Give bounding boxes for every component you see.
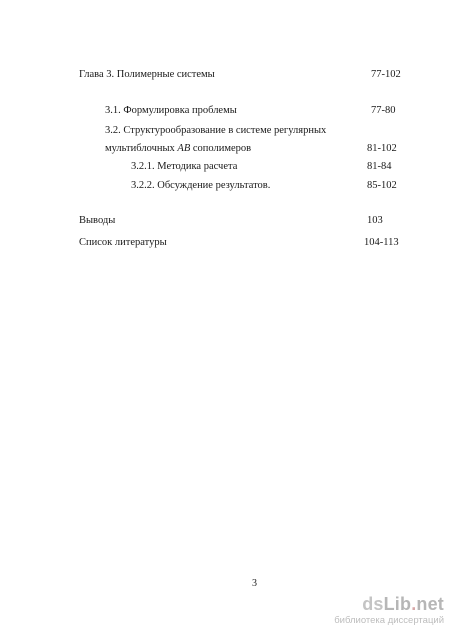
- toc-entry-3-2-title-line2: [105, 142, 251, 156]
- toc-entry-chapter3-pages: 77-102: [371, 69, 401, 80]
- toc-entry-3-1-title: 3.1. Формулировка проблемы: [105, 105, 237, 116]
- toc-entry-3-2-1-pages: 81-84: [367, 161, 392, 172]
- toc-entry-references-title: Список литературы: [79, 237, 167, 248]
- toc-entry-3-2-2-title: 3.2.2. Обсуждение результатов.: [131, 180, 271, 191]
- toc-entry-references-pages: 104-113: [364, 237, 399, 248]
- toc-entry-3-2-title-line1: 3.2. Структурообразование в системе регулярных: [105, 125, 327, 136]
- toc-entry-3-1-pages: 77-80: [371, 105, 396, 116]
- dslib-watermark: [330, 594, 444, 630]
- toc-entry-3-2-2-pages: 85-102: [367, 180, 397, 191]
- watermark-brand: [362, 594, 444, 614]
- watermark-brand-prefix: ds: [362, 594, 384, 614]
- toc-entry-3-2-title-line2-suffix: сополимеров: [190, 143, 252, 154]
- watermark-subtitle: библиотека диссертаций: [334, 615, 444, 626]
- watermark-brand-dot: .: [411, 594, 417, 614]
- toc-entry-3-2-title-line2-italic: АВ: [177, 143, 191, 154]
- watermark-brand-main: Lib: [383, 594, 412, 614]
- toc-entry-conclusions-title: Выводы: [79, 215, 116, 226]
- toc-entry-3-2-title-line2-prefix: мультиблочных: [105, 143, 178, 154]
- watermark-brand-suffix: net: [416, 594, 444, 614]
- toc-entry-conclusions-pages: 103: [367, 215, 383, 226]
- toc-entry-3-2-pages: 81-102: [367, 143, 397, 154]
- page-number: 3: [252, 578, 257, 589]
- toc-entry-3-2-1-title: 3.2.1. Методика расчета: [131, 161, 238, 172]
- toc-entry-chapter3-title: Глава 3. Полимерные системы: [79, 69, 215, 80]
